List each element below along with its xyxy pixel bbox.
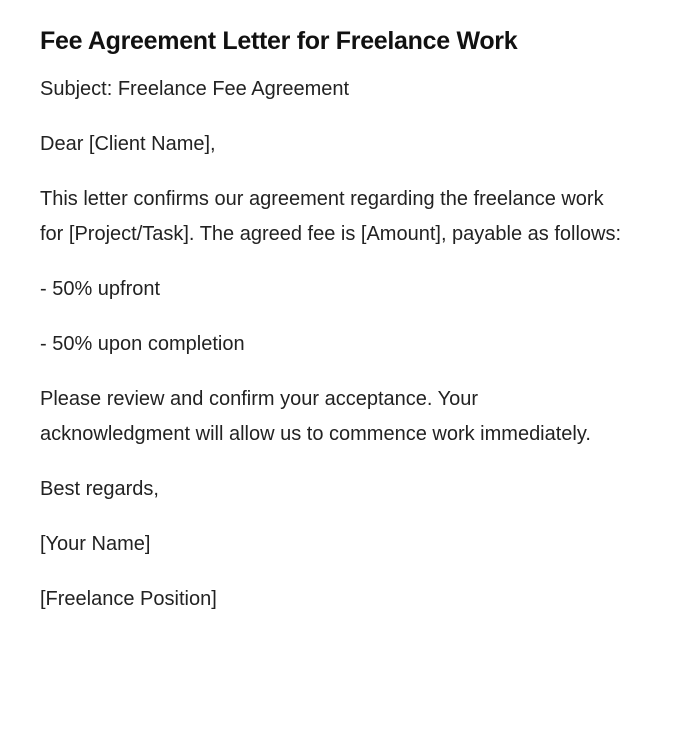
- payment-term-completion: - 50% upon completion: [40, 333, 245, 355]
- intro-paragraph: This letter confirms our agreement regarding the freelance work for [Project/Task]. The agreed fee is [Amount], payable as follows:: [40, 188, 622, 245]
- document-title: Fee Agreement Letter for Freelance Work: [40, 27, 518, 55]
- letter-document: [40, 24, 630, 637]
- salutation: Dear [Client Name],: [40, 133, 216, 155]
- payment-term-upfront: - 50% upfront: [40, 278, 161, 300]
- sender-position: [Freelance Position]: [40, 588, 217, 610]
- sign-off: Best regards,: [40, 478, 159, 500]
- subject-line: Subject: Freelance Fee Agreement: [40, 78, 350, 100]
- sender-name: [Your Name]: [40, 533, 151, 555]
- closing-paragraph: Please review and confirm your acceptance. Your acknowledgment will allow us to commence work immediately.: [40, 388, 591, 445]
